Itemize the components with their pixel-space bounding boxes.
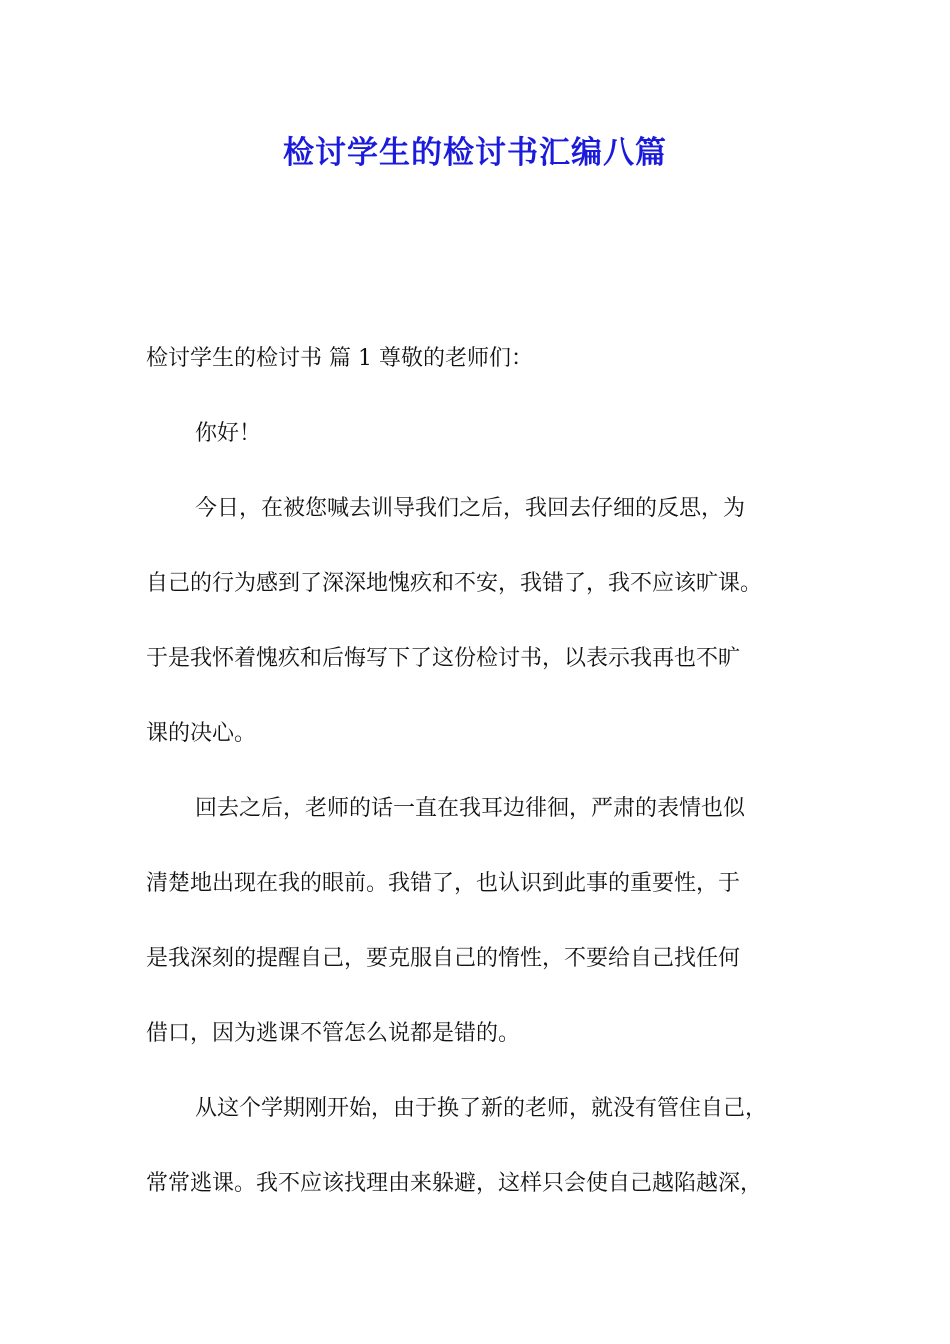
- document-title: 检讨学生的检讨书汇编八篇: [283, 135, 667, 171]
- body-line: 今日，在被您喊去训导我们之后，我回去仔细的反思，为: [195, 496, 746, 521]
- body-line: 自己的行为感到了深深地愧疚和不安，我错了，我不应该旷课。: [146, 571, 763, 596]
- body-line: 清楚地出现在我的眼前。我错了，也认识到此事的重要性，于: [146, 871, 741, 896]
- body-line: 借口，因为逃课不管怎么说都是错的。: [146, 1021, 521, 1046]
- greeting-line: 你好！: [195, 421, 262, 446]
- body-line: 回去之后，老师的话一直在我耳边徘徊，严肃的表情也似: [195, 796, 746, 821]
- body-line: 是我深刻的提醒自己，要克服自己的惰性，不要给自己找任何: [146, 946, 741, 971]
- body-line: 于是我怀着愧疚和后悔写下了这份检讨书，以表示我再也不旷: [146, 646, 741, 671]
- body-line: 课的决心。: [146, 721, 257, 746]
- body-line: 从这个学期刚开始，由于换了新的老师，就没有管住自己，: [195, 1096, 768, 1121]
- body-line: 常常逃课。我不应该找理由来躲避，这样只会使自己越陷越深，: [146, 1171, 763, 1196]
- section-heading: 检讨学生的检讨书 篇 1 尊敬的老师们：: [146, 346, 533, 371]
